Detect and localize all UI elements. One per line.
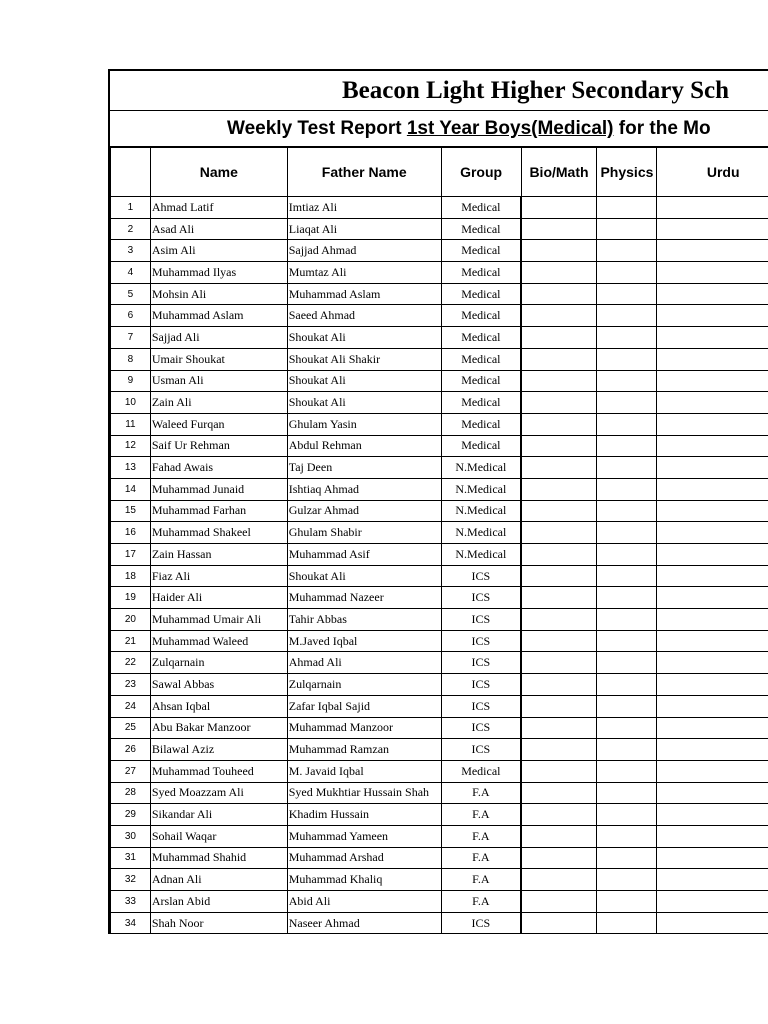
group-cell: ICS [441, 695, 521, 717]
physics-cell[interactable] [597, 522, 657, 544]
group-cell: Medical [441, 240, 521, 262]
urdu-cell[interactable] [657, 891, 768, 913]
urdu-cell[interactable] [657, 609, 768, 631]
bio-math-cell[interactable] [521, 283, 597, 305]
name-cell: Waleed Furqan [150, 413, 287, 435]
urdu-cell[interactable] [657, 500, 768, 522]
group-cell: ICS [441, 912, 521, 934]
bio-math-cell[interactable] [521, 197, 597, 219]
table-row [111, 652, 768, 674]
urdu-cell[interactable] [657, 869, 768, 891]
table-row [111, 305, 768, 327]
father-name-cell: Zulqarnain [287, 674, 441, 696]
urdu-cell[interactable] [657, 739, 768, 761]
serial-cell: 4 [111, 262, 151, 284]
father-name-cell: Shoukat Ali Shakir [287, 348, 441, 370]
bio-math-cell[interactable] [521, 500, 597, 522]
group-cell: Medical [441, 327, 521, 349]
group-cell: F.A [441, 869, 521, 891]
col-header-bio-math: Bio/Math [521, 148, 597, 197]
serial-cell: 27 [111, 760, 151, 782]
group-cell: Medical [441, 370, 521, 392]
group-cell: F.A [441, 847, 521, 869]
serial-cell: 23 [111, 674, 151, 696]
group-cell: N.Medical [441, 522, 521, 544]
urdu-cell[interactable] [657, 565, 768, 587]
serial-cell: 26 [111, 739, 151, 761]
father-name-cell: Shoukat Ali [287, 370, 441, 392]
serial-cell: 18 [111, 565, 151, 587]
table-row [111, 609, 768, 631]
table-row [111, 435, 768, 457]
urdu-cell[interactable] [657, 695, 768, 717]
bio-math-cell[interactable] [521, 262, 597, 284]
father-name-cell: Saeed Ahmad [287, 305, 441, 327]
physics-cell[interactable] [597, 197, 657, 219]
bio-math-cell[interactable] [521, 392, 597, 414]
name-cell: Muhammad Touheed [150, 760, 287, 782]
serial-cell: 9 [111, 370, 151, 392]
father-name-cell: Khadim Hussain [287, 804, 441, 826]
name-cell: Fahad Awais [150, 457, 287, 479]
group-cell: ICS [441, 565, 521, 587]
serial-cell: 5 [111, 283, 151, 305]
group-cell: F.A [441, 891, 521, 913]
father-name-cell: Mumtaz Ali [287, 262, 441, 284]
group-cell: N.Medical [441, 500, 521, 522]
serial-cell: 32 [111, 869, 151, 891]
table-row [111, 782, 768, 804]
father-name-cell: Muhammad Asif [287, 544, 441, 566]
bio-math-cell[interactable] [521, 609, 597, 631]
urdu-cell[interactable] [657, 283, 768, 305]
serial-cell: 8 [111, 348, 151, 370]
physics-cell[interactable] [597, 652, 657, 674]
physics-cell[interactable] [597, 435, 657, 457]
physics-cell[interactable] [597, 240, 657, 262]
physics-cell[interactable] [597, 413, 657, 435]
serial-cell: 30 [111, 825, 151, 847]
urdu-cell[interactable] [657, 392, 768, 414]
physics-cell[interactable] [597, 847, 657, 869]
father-name-cell: Muhammad Yameen [287, 825, 441, 847]
father-name-cell: Syed Mukhtiar Hussain Shah [287, 782, 441, 804]
father-name-cell: Ishtiaq Ahmad [287, 478, 441, 500]
name-cell: Mohsin Ali [150, 283, 287, 305]
physics-cell[interactable] [597, 912, 657, 934]
father-name-cell: Muhammad Arshad [287, 847, 441, 869]
serial-cell: 10 [111, 392, 151, 414]
serial-cell: 15 [111, 500, 151, 522]
bio-math-cell[interactable] [521, 630, 597, 652]
serial-cell: 34 [111, 912, 151, 934]
table-row [111, 457, 768, 479]
serial-cell: 25 [111, 717, 151, 739]
table-row [111, 891, 768, 913]
urdu-cell[interactable] [657, 587, 768, 609]
group-cell: Medical [441, 218, 521, 240]
physics-cell[interactable] [597, 630, 657, 652]
bio-math-cell[interactable] [521, 760, 597, 782]
bio-math-cell[interactable] [521, 240, 597, 262]
bio-math-cell[interactable] [521, 413, 597, 435]
col-header-father-name: Father Name [287, 148, 441, 197]
table-row [111, 370, 768, 392]
group-cell: N.Medical [441, 478, 521, 500]
serial-cell: 1 [111, 197, 151, 219]
urdu-cell[interactable] [657, 825, 768, 847]
serial-cell: 12 [111, 435, 151, 457]
father-name-cell: M. Javaid Iqbal [287, 760, 441, 782]
group-cell: F.A [441, 825, 521, 847]
serial-cell: 7 [111, 327, 151, 349]
table-row [111, 674, 768, 696]
physics-cell[interactable] [597, 587, 657, 609]
table-body [111, 197, 768, 934]
father-name-cell: Liaqat Ali [287, 218, 441, 240]
physics-cell[interactable] [597, 500, 657, 522]
bio-math-cell[interactable] [521, 370, 597, 392]
name-cell: Sikandar Ali [150, 804, 287, 826]
report-subtitle [110, 111, 768, 147]
bio-math-cell[interactable] [521, 869, 597, 891]
father-name-cell: Muhammad Khaliq [287, 869, 441, 891]
group-cell: Medical [441, 197, 521, 219]
name-cell: Muhammad Junaid [150, 478, 287, 500]
urdu-cell[interactable] [657, 435, 768, 457]
group-cell: Medical [441, 392, 521, 414]
serial-cell: 29 [111, 804, 151, 826]
bio-math-cell[interactable] [521, 327, 597, 349]
father-name-cell: Gulzar Ahmad [287, 500, 441, 522]
table-row [111, 413, 768, 435]
bio-math-cell[interactable] [521, 804, 597, 826]
name-cell: Syed Moazzam Ali [150, 782, 287, 804]
name-cell: Sohail Waqar [150, 825, 287, 847]
physics-cell[interactable] [597, 478, 657, 500]
report-sheet [108, 69, 768, 934]
physics-cell[interactable] [597, 825, 657, 847]
serial-cell: 21 [111, 630, 151, 652]
serial-cell: 6 [111, 305, 151, 327]
urdu-cell[interactable] [657, 544, 768, 566]
father-name-cell: Naseer Ahmad [287, 912, 441, 934]
serial-cell: 33 [111, 891, 151, 913]
bio-math-cell[interactable] [521, 522, 597, 544]
serial-cell: 28 [111, 782, 151, 804]
bio-math-cell[interactable] [521, 652, 597, 674]
name-cell: Sawal Abbas [150, 674, 287, 696]
father-name-cell: M.Javed Iqbal [287, 630, 441, 652]
urdu-cell[interactable] [657, 630, 768, 652]
urdu-cell[interactable] [657, 327, 768, 349]
col-header-group: Group [441, 148, 521, 197]
physics-cell[interactable] [597, 695, 657, 717]
table-row [111, 739, 768, 761]
group-cell: ICS [441, 609, 521, 631]
physics-cell[interactable] [597, 760, 657, 782]
name-cell: Muhammad Waleed [150, 630, 287, 652]
name-cell: Sajjad Ali [150, 327, 287, 349]
bio-math-cell[interactable] [521, 478, 597, 500]
table-row [111, 197, 768, 219]
bio-math-cell[interactable] [521, 218, 597, 240]
bio-math-cell[interactable] [521, 717, 597, 739]
father-name-cell: Shoukat Ali [287, 327, 441, 349]
table-row [111, 240, 768, 262]
table-row [111, 695, 768, 717]
physics-cell[interactable] [597, 457, 657, 479]
table-row [111, 717, 768, 739]
group-cell: Medical [441, 305, 521, 327]
urdu-cell[interactable] [657, 847, 768, 869]
student-table [110, 147, 768, 934]
table-row [111, 392, 768, 414]
name-cell: Umair Shoukat [150, 348, 287, 370]
serial-cell: 31 [111, 847, 151, 869]
serial-cell: 17 [111, 544, 151, 566]
bio-math-cell[interactable] [521, 305, 597, 327]
father-name-cell: Abid Ali [287, 891, 441, 913]
urdu-cell[interactable] [657, 717, 768, 739]
group-cell: F.A [441, 804, 521, 826]
bio-math-cell[interactable] [521, 587, 597, 609]
name-cell: Arslan Abid [150, 891, 287, 913]
physics-cell[interactable] [597, 262, 657, 284]
physics-cell[interactable] [597, 609, 657, 631]
school-title: Beacon Light Higher Secondary Sch [110, 71, 768, 111]
urdu-cell[interactable] [657, 370, 768, 392]
name-cell: Zain Ali [150, 392, 287, 414]
name-cell: Adnan Ali [150, 869, 287, 891]
subtitle-prefix: Weekly Test Report [227, 118, 407, 139]
bio-math-cell[interactable] [521, 695, 597, 717]
serial-cell: 11 [111, 413, 151, 435]
urdu-cell[interactable] [657, 652, 768, 674]
name-cell: Muhammad Umair Ali [150, 609, 287, 631]
table-row [111, 262, 768, 284]
bio-math-cell[interactable] [521, 739, 597, 761]
serial-cell: 19 [111, 587, 151, 609]
name-cell: Ahsan Iqbal [150, 695, 287, 717]
urdu-cell[interactable] [657, 457, 768, 479]
name-cell: Muhammad Shahid [150, 847, 287, 869]
table-row [111, 218, 768, 240]
name-cell: Abu Bakar Manzoor [150, 717, 287, 739]
group-cell: ICS [441, 674, 521, 696]
group-cell: ICS [441, 652, 521, 674]
urdu-cell[interactable] [657, 197, 768, 219]
serial-cell: 13 [111, 457, 151, 479]
group-cell: F.A [441, 782, 521, 804]
table-row [111, 478, 768, 500]
col-header-serial [111, 148, 151, 197]
father-name-cell: Tahir Abbas [287, 609, 441, 631]
group-cell: ICS [441, 717, 521, 739]
father-name-cell: Muhammad Nazeer [287, 587, 441, 609]
father-name-cell: Abdul Rehman [287, 435, 441, 457]
subtitle-class: 1st Year Boys(Medical) [406, 118, 614, 139]
group-cell: ICS [441, 587, 521, 609]
group-cell: ICS [441, 630, 521, 652]
name-cell: Saif Ur Rehman [150, 435, 287, 457]
table-row [111, 544, 768, 566]
group-cell: N.Medical [441, 457, 521, 479]
group-cell: Medical [441, 760, 521, 782]
name-cell: Zain Hassan [150, 544, 287, 566]
bio-math-cell[interactable] [521, 348, 597, 370]
father-name-cell: Shoukat Ali [287, 565, 441, 587]
physics-cell[interactable] [597, 565, 657, 587]
name-cell: Muhammad Ilyas [150, 262, 287, 284]
name-cell: Muhammad Farhan [150, 500, 287, 522]
bio-math-cell[interactable] [521, 891, 597, 913]
table-row [111, 760, 768, 782]
serial-cell: 2 [111, 218, 151, 240]
table-row [111, 912, 768, 934]
physics-cell[interactable] [597, 782, 657, 804]
serial-cell: 3 [111, 240, 151, 262]
group-cell: Medical [441, 348, 521, 370]
urdu-cell[interactable] [657, 478, 768, 500]
group-cell: Medical [441, 435, 521, 457]
bio-math-cell[interactable] [521, 565, 597, 587]
bio-math-cell[interactable] [521, 544, 597, 566]
group-cell: Medical [441, 262, 521, 284]
header-row [111, 148, 768, 197]
father-name-cell: Taj Deen [287, 457, 441, 479]
urdu-cell[interactable] [657, 782, 768, 804]
physics-cell[interactable] [597, 392, 657, 414]
table-row [111, 327, 768, 349]
father-name-cell: Imtiaz Ali [287, 197, 441, 219]
serial-cell: 16 [111, 522, 151, 544]
physics-cell[interactable] [597, 739, 657, 761]
father-name-cell: Zafar Iqbal Sajid [287, 695, 441, 717]
serial-cell: 24 [111, 695, 151, 717]
col-header-physics: Physics [597, 148, 657, 197]
group-cell: N.Medical [441, 544, 521, 566]
physics-cell[interactable] [597, 869, 657, 891]
table-row [111, 825, 768, 847]
table-row [111, 804, 768, 826]
table-row [111, 869, 768, 891]
physics-cell[interactable] [597, 370, 657, 392]
bio-math-cell[interactable] [521, 782, 597, 804]
name-cell: Asim Ali [150, 240, 287, 262]
name-cell: Asad Ali [150, 218, 287, 240]
physics-cell[interactable] [597, 717, 657, 739]
table-row [111, 630, 768, 652]
bio-math-cell[interactable] [521, 825, 597, 847]
serial-cell: 22 [111, 652, 151, 674]
physics-cell[interactable] [597, 348, 657, 370]
urdu-cell[interactable] [657, 305, 768, 327]
col-header-name: Name [150, 148, 287, 197]
group-cell: ICS [441, 739, 521, 761]
bio-math-cell[interactable] [521, 457, 597, 479]
father-name-cell: Muhammad Ramzan [287, 739, 441, 761]
urdu-cell[interactable] [657, 804, 768, 826]
subtitle-suffix: for the Mo [613, 118, 711, 139]
urdu-cell[interactable] [657, 522, 768, 544]
urdu-cell[interactable] [657, 413, 768, 435]
name-cell: Muhammad Shakeel [150, 522, 287, 544]
father-name-cell: Shoukat Ali [287, 392, 441, 414]
group-cell: Medical [441, 283, 521, 305]
serial-cell: 20 [111, 609, 151, 631]
name-cell: Fiaz Ali [150, 565, 287, 587]
urdu-cell[interactable] [657, 348, 768, 370]
father-name-cell: Ahmad Ali [287, 652, 441, 674]
table-row [111, 500, 768, 522]
name-cell: Muhammad Aslam [150, 305, 287, 327]
physics-cell[interactable] [597, 891, 657, 913]
bio-math-cell[interactable] [521, 674, 597, 696]
father-name-cell: Sajjad Ahmad [287, 240, 441, 262]
physics-cell[interactable] [597, 218, 657, 240]
table-row [111, 565, 768, 587]
table-row [111, 283, 768, 305]
physics-cell[interactable] [597, 804, 657, 826]
urdu-cell[interactable] [657, 674, 768, 696]
name-cell: Bilawal Aziz [150, 739, 287, 761]
table-row [111, 587, 768, 609]
name-cell: Haider Ali [150, 587, 287, 609]
physics-cell[interactable] [597, 327, 657, 349]
serial-cell: 14 [111, 478, 151, 500]
table-row [111, 348, 768, 370]
name-cell: Zulqarnain [150, 652, 287, 674]
urdu-cell[interactable] [657, 912, 768, 934]
urdu-cell[interactable] [657, 218, 768, 240]
bio-math-cell[interactable] [521, 847, 597, 869]
name-cell: Usman Ali [150, 370, 287, 392]
table-row [111, 847, 768, 869]
name-cell: Ahmad Latif [150, 197, 287, 219]
col-header-urdu: Urdu [657, 148, 768, 197]
table-row [111, 522, 768, 544]
physics-cell[interactable] [597, 674, 657, 696]
father-name-cell: Ghulam Shabir [287, 522, 441, 544]
urdu-cell[interactable] [657, 262, 768, 284]
group-cell: Medical [441, 413, 521, 435]
urdu-cell[interactable] [657, 760, 768, 782]
physics-cell[interactable] [597, 305, 657, 327]
name-cell: Shah Noor [150, 912, 287, 934]
father-name-cell: Ghulam Yasin [287, 413, 441, 435]
physics-cell[interactable] [597, 544, 657, 566]
bio-math-cell[interactable] [521, 435, 597, 457]
urdu-cell[interactable] [657, 240, 768, 262]
bio-math-cell[interactable] [521, 912, 597, 934]
father-name-cell: Muhammad Aslam [287, 283, 441, 305]
father-name-cell: Muhammad Manzoor [287, 717, 441, 739]
physics-cell[interactable] [597, 283, 657, 305]
